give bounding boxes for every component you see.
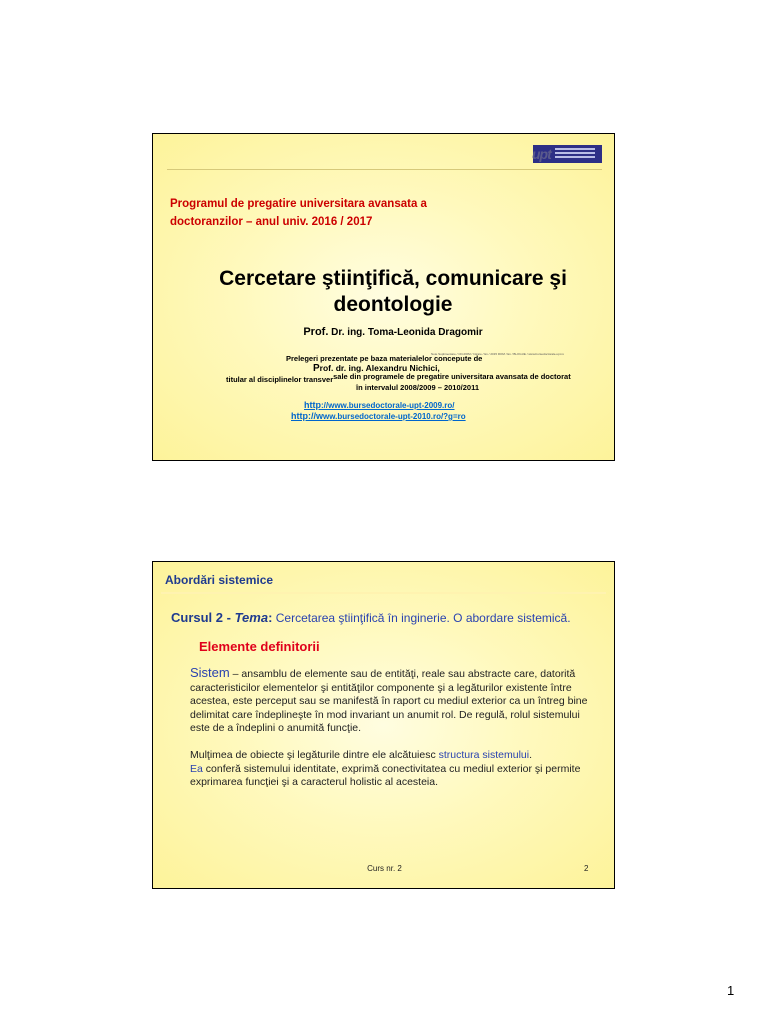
titular-line: titular al disciplinelor transversale din programele de pregatire universitara avansata de doctorat (226, 372, 571, 384)
structure-paragraph: Mulţimea de obiecte şi legăturile dintre ele alcătuiesc structura sistemului. Ea conferă sistemului identitate, exprimă conectivitatea cu mediul exterior şi permite exprimarea funcţiei şi a caracterul holistic al acesteia. (190, 749, 581, 788)
header-separator (161, 592, 606, 594)
interval-line: în intervalul 2008/2009 – 2010/2011 (356, 383, 480, 392)
upt-logo: upt (533, 145, 602, 163)
tiny-notes: Note Suplimentare / CD-ROM / Intrare / Ev / 2015 ROM / Ev / BLOGUE / www.bursedoctorale-upt.ro (431, 352, 565, 356)
program-title: Programul de pregatire universitara avansata a doctoranzilor – anul univ. 2016 / 2017 (170, 198, 427, 228)
prelegeri-line: Prelegeri prezentate pe baza materialelor concepute de (286, 354, 483, 363)
author-line: Prof. Dr. ing. Toma-Leonida Dragomir (303, 326, 483, 338)
page-number: 1 (727, 983, 735, 998)
slide-number: 2 (584, 864, 589, 873)
elements-title: Elemente definitorii (199, 639, 320, 654)
slide-footer: Curs nr. 2 (367, 864, 402, 873)
term-sistem: Sistem (190, 665, 230, 680)
slide-1 (152, 133, 615, 461)
course-line: Cursul 2 - Tema: Cercetarea ştiinţifică în inginerie. O abordare sistemică. (171, 610, 571, 625)
link-2010[interactable]: http://www.bursedoctorale-upt-2010.ro/?g=ro (291, 411, 466, 421)
definition-paragraph: Sistem – ansamblu de elemente sau de entităţi, reale sau abstracte care, datorită caracteristicilor elementelor şi entităţilor componente şi a legăturilor existente între acestea, este perceput sau se manifestă în raport cu mediul exterior ca un întreg bine delimitat care îndeplineşte în mod invariant un anumit rol. De regulă, rolul sistemului este de a îndeplini o anumită funcţie. (190, 665, 588, 734)
slide-title: Cercetare ştiinţifică, comunicare şi deontologie (219, 267, 567, 316)
prof2-line: Prof. dr. ing. Alexandru Nichici, (313, 363, 440, 374)
slide-2 (152, 561, 615, 889)
slide-divider (167, 169, 602, 170)
slide-header: Abordări sistemice (165, 573, 274, 587)
link-2009[interactable]: http://www.bursedoctorale-upt-2009.ro/ (304, 400, 455, 410)
